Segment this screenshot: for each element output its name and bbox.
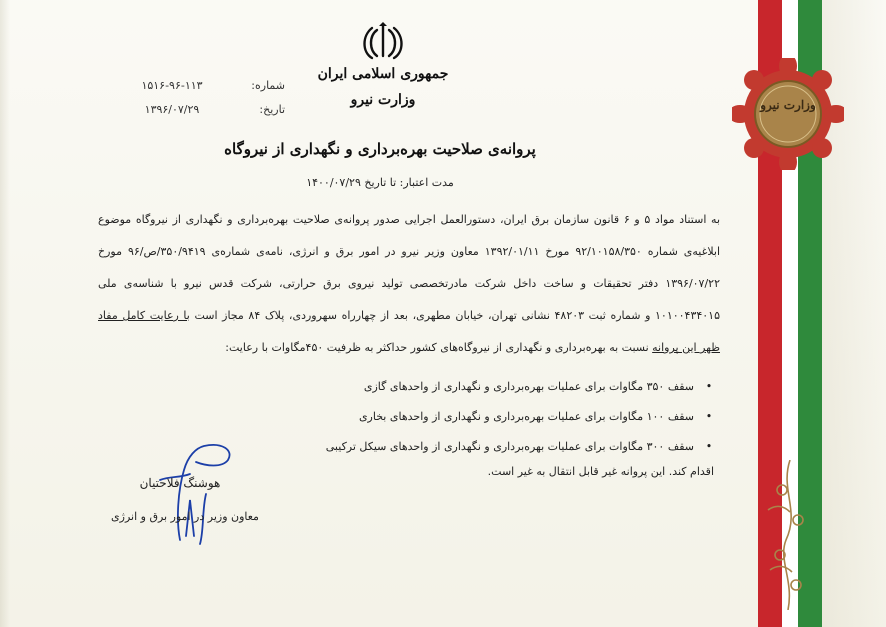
header-ministry: وزارت نیرو bbox=[350, 92, 416, 108]
floral-ornament-icon bbox=[760, 460, 830, 610]
seal-text: وزارت نیرو bbox=[760, 98, 816, 112]
iran-emblem-icon bbox=[360, 22, 406, 62]
number-label: شماره: bbox=[251, 79, 285, 92]
certificate-date bbox=[95, 103, 285, 116]
header-country: جمهوری اسلامی ایران bbox=[317, 66, 449, 82]
certificate-number bbox=[95, 79, 285, 92]
body-text: به استناد مواد ۵ و ۶ قانون سازمان برق ایران، دستورالعمل اجرایی صدور پروانه‌ی صلاحیت بهره‌برداری و نگهداری از نیروگاه موضوع ابلاغیه‌ی شماره ۹۲/۱۰۱۵۸/۳۵۰ مورخ ۱۳۹۲/۰۱/۱۱ معاون وزیر نیرو در امور برق و انرژی، نامه‌ی شماره‌ی ۳۵۰/۹۴۱۹/ص/۹۶ مورخ ۱۳۹۶/۰۷/۲۲ دفتر تحقیقات و ساخت داخل شرکت مادرتخصصی تولید نیروی برق حرارتی، شرکت قدس نیرو با شناسه‌ی ملی ۱۰۱۰۰۴۳۴۰۱۵ و شماره ثبت ۴۸۲۰۳ نشانی تهران، خیابان مطهری، بعد از چهارراه سهروردی، پلاک ۸۴ مجاز است bbox=[98, 213, 721, 322]
validity-period: مدت اعتبار: تا تاریخ ۱۴۰۰/۰۷/۲۹ bbox=[306, 176, 454, 189]
date-label: تاریخ: bbox=[259, 103, 285, 116]
ministry-seal-icon bbox=[732, 58, 844, 170]
signature-icon bbox=[140, 440, 260, 550]
signer-name: هوشنگ فلاحتیان bbox=[139, 476, 221, 490]
date-value: ۱۳۹۶/۰۷/۲۹ bbox=[144, 103, 200, 116]
number-value: ۱۵۱۶-۹۶-۱۱۳ bbox=[141, 79, 203, 92]
capacity-item: • سقف ۱۰۰ مگاوات برای عملیات بهره‌برداری و نگهداری از واحدهای بخاری bbox=[359, 410, 716, 423]
closing-text: اقدام کند. این پروانه غیر قابل انتقال به غیر است. bbox=[487, 465, 714, 478]
signer-title: معاون وزیر در امور برق و انرژی bbox=[111, 510, 259, 523]
body-underlined-text: با رعایت کامل مفاد ظهر این پروانه bbox=[98, 309, 720, 354]
capacity-item: • سقف ۳۰۰ مگاوات برای عملیات بهره‌برداری و نگهداری از واحدهای سیکل ترکیبی bbox=[326, 440, 716, 453]
certificate-title: پروانه‌ی صلاحیت بهره‌برداری و نگهداری از نیروگاه bbox=[224, 140, 536, 158]
body-text-tail: نسبت به بهره‌برداری و نگهداری از نیروگاه‌های کشور حداکثر به ظرفیت ۴۵۰مگاوات با رعایت: bbox=[225, 341, 653, 354]
page-edge-shadow bbox=[0, 0, 10, 627]
certificate-body bbox=[98, 204, 720, 364]
capacity-item: • سقف ۳۵۰ مگاوات برای عملیات بهره‌برداری و نگهداری از واحدهای گازی bbox=[364, 380, 716, 393]
